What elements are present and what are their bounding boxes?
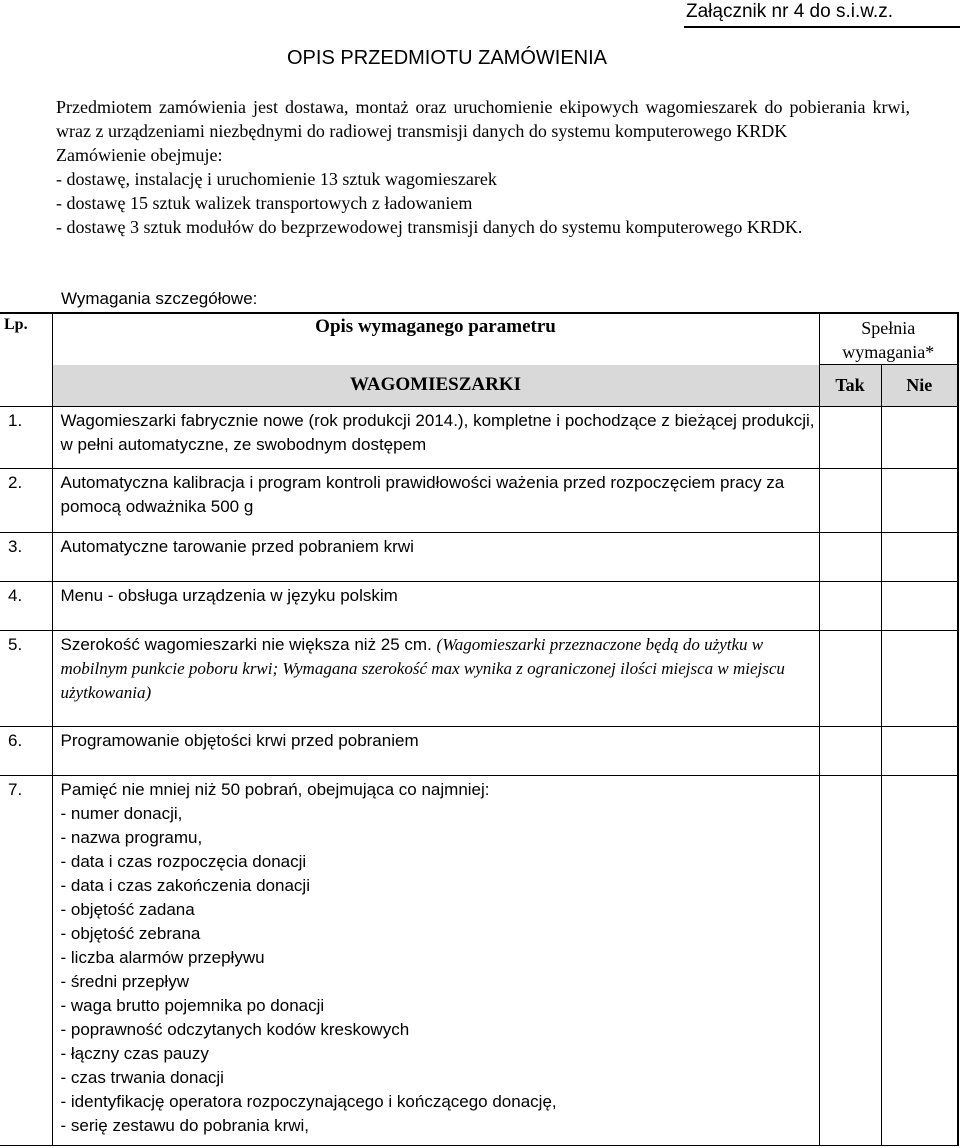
no-checkbox[interactable] [881, 726, 958, 775]
table-row [0, 726, 958, 775]
yes-checkbox[interactable] [819, 468, 881, 532]
row-number: 6. [0, 726, 52, 775]
no-checkbox[interactable] [881, 468, 958, 532]
scope-item: - dostawę, instalację i uruchomienie 13 sztuk wagomieszarek [56, 169, 497, 189]
memory-subitem: - identyfikację operatora rozpoczynającego i kończącego donację, [60, 1091, 557, 1111]
memory-subitem: - poprawność odczytanych kodów kreskowych [60, 1019, 410, 1039]
no-checkbox[interactable] [881, 406, 958, 468]
row-number: 4. [0, 581, 52, 630]
no-checkbox[interactable] [881, 532, 958, 581]
memory-subitem: - objętość zebrana [60, 923, 201, 943]
section-header-wagomieszarki: WAGOMIESZARKI [52, 365, 819, 407]
row-description-text: Pamięć nie mniej niż 50 pobrań, obejmująca co najmniej: [60, 779, 490, 799]
no-checkbox[interactable] [881, 630, 958, 726]
header-description: Opis wymaganego parametru [52, 313, 819, 365]
table-row [0, 532, 958, 581]
yes-checkbox[interactable] [819, 532, 881, 581]
intro-paragraph: Przedmiotem zamówienia jest dostawa, montaż oraz uruchomienie ekipowych wagomieszarek do pobierania krwi, wraz z urządzeniami niezbędnymi do radiowej transmisji danych do systemu komputerowego KRDK [56, 97, 910, 141]
row-description: Wagomieszarki fabrycznie nowe (rok produkcji 2014.), kompletne i pochodzące z bieżącej produkcji, w pełni automatyczne, ze swobodnym dostępem [52, 406, 819, 468]
document-title: OPIS PRZEDMIOTU ZAMÓWIENIA [287, 47, 608, 69]
requirements-table [0, 312, 959, 1146]
yes-checkbox[interactable] [819, 581, 881, 630]
scope-heading: Zamówienie obejmuje: [56, 145, 223, 165]
row-description [52, 630, 819, 726]
row-description-text: Szerokość wagomieszarki nie większa niż 25 cm. [60, 634, 432, 654]
yes-checkbox[interactable] [819, 775, 881, 1145]
memory-subitem: - waga brutto pojemnika po donacji [60, 995, 325, 1015]
memory-subitem: - liczba alarmów przepływu [60, 947, 265, 967]
memory-subitem: - data i czas rozpoczęcia donacji [60, 851, 307, 871]
memory-subitem: - data i czas zakończenia donacji [60, 875, 310, 895]
row-number: 7. [0, 775, 52, 1145]
row-description: Automatyczna kalibracja i program kontroli prawidłowości ważenia przed rozpoczęciem pracy za pomocą odważnika 500 g [52, 468, 819, 532]
scope-item: - dostawę 3 sztuk modułów do bezprzewodowej transmisji danych do systemu komputerowego KRDK. [56, 217, 803, 237]
row-number: 2. [0, 468, 52, 532]
annex-underline [684, 26, 960, 28]
yes-checkbox[interactable] [819, 406, 881, 468]
table-row [0, 581, 958, 630]
memory-subitem: - czas trwania donacji [60, 1067, 224, 1087]
row-number: 1. [0, 406, 52, 468]
row-description: Programowanie objętości krwi przed pobraniem [52, 726, 819, 775]
requirements-label: Wymagania szczegółowe: [61, 289, 258, 308]
memory-subitem: - nazwa programu, [60, 827, 203, 847]
row-description [52, 775, 819, 1145]
yes-checkbox[interactable] [819, 726, 881, 775]
table-row [0, 406, 958, 468]
memory-subitem: - serię zestawu do pobrania krwi, [60, 1115, 310, 1135]
row-description: Menu - obsługa urządzenia w języku polskim [52, 581, 819, 630]
row-number: 3. [0, 532, 52, 581]
memory-subitem: - numer donacji, [60, 803, 183, 823]
memory-subitem: - objętość zadana [60, 899, 195, 919]
table-row [0, 775, 958, 1145]
scope-item: - dostawę 15 sztuk walizek transportowych z ładowaniem [56, 193, 473, 213]
no-checkbox[interactable] [881, 581, 958, 630]
memory-subitem: - średni przepływ [60, 971, 189, 991]
row-number: 5. [0, 630, 52, 726]
table-row [0, 468, 958, 532]
header-lp: Lp. [0, 313, 52, 406]
header-no: Nie [881, 365, 958, 407]
yes-checkbox[interactable] [819, 630, 881, 726]
no-checkbox[interactable] [881, 775, 958, 1145]
table-row [0, 630, 958, 726]
intro-section [56, 95, 910, 239]
annex-label: Załącznik nr 4 do s.i.w.z. [686, 1, 893, 22]
header-meets-requirements: Spełnia wymagania* [819, 313, 958, 365]
row-description-note: (Wagomieszarki przeznaczone będą do użytku w mobilnym punkcie poboru krwi; Wymagana szerokość max wynika z ograniczonej ilości miejsca w miejscu użytkowania) [60, 634, 785, 702]
row-description: Automatyczne tarowanie przed pobraniem krwi [52, 532, 819, 581]
memory-subitem: - łączny czas pauzy [60, 1043, 209, 1063]
header-yes: Tak [819, 365, 881, 407]
